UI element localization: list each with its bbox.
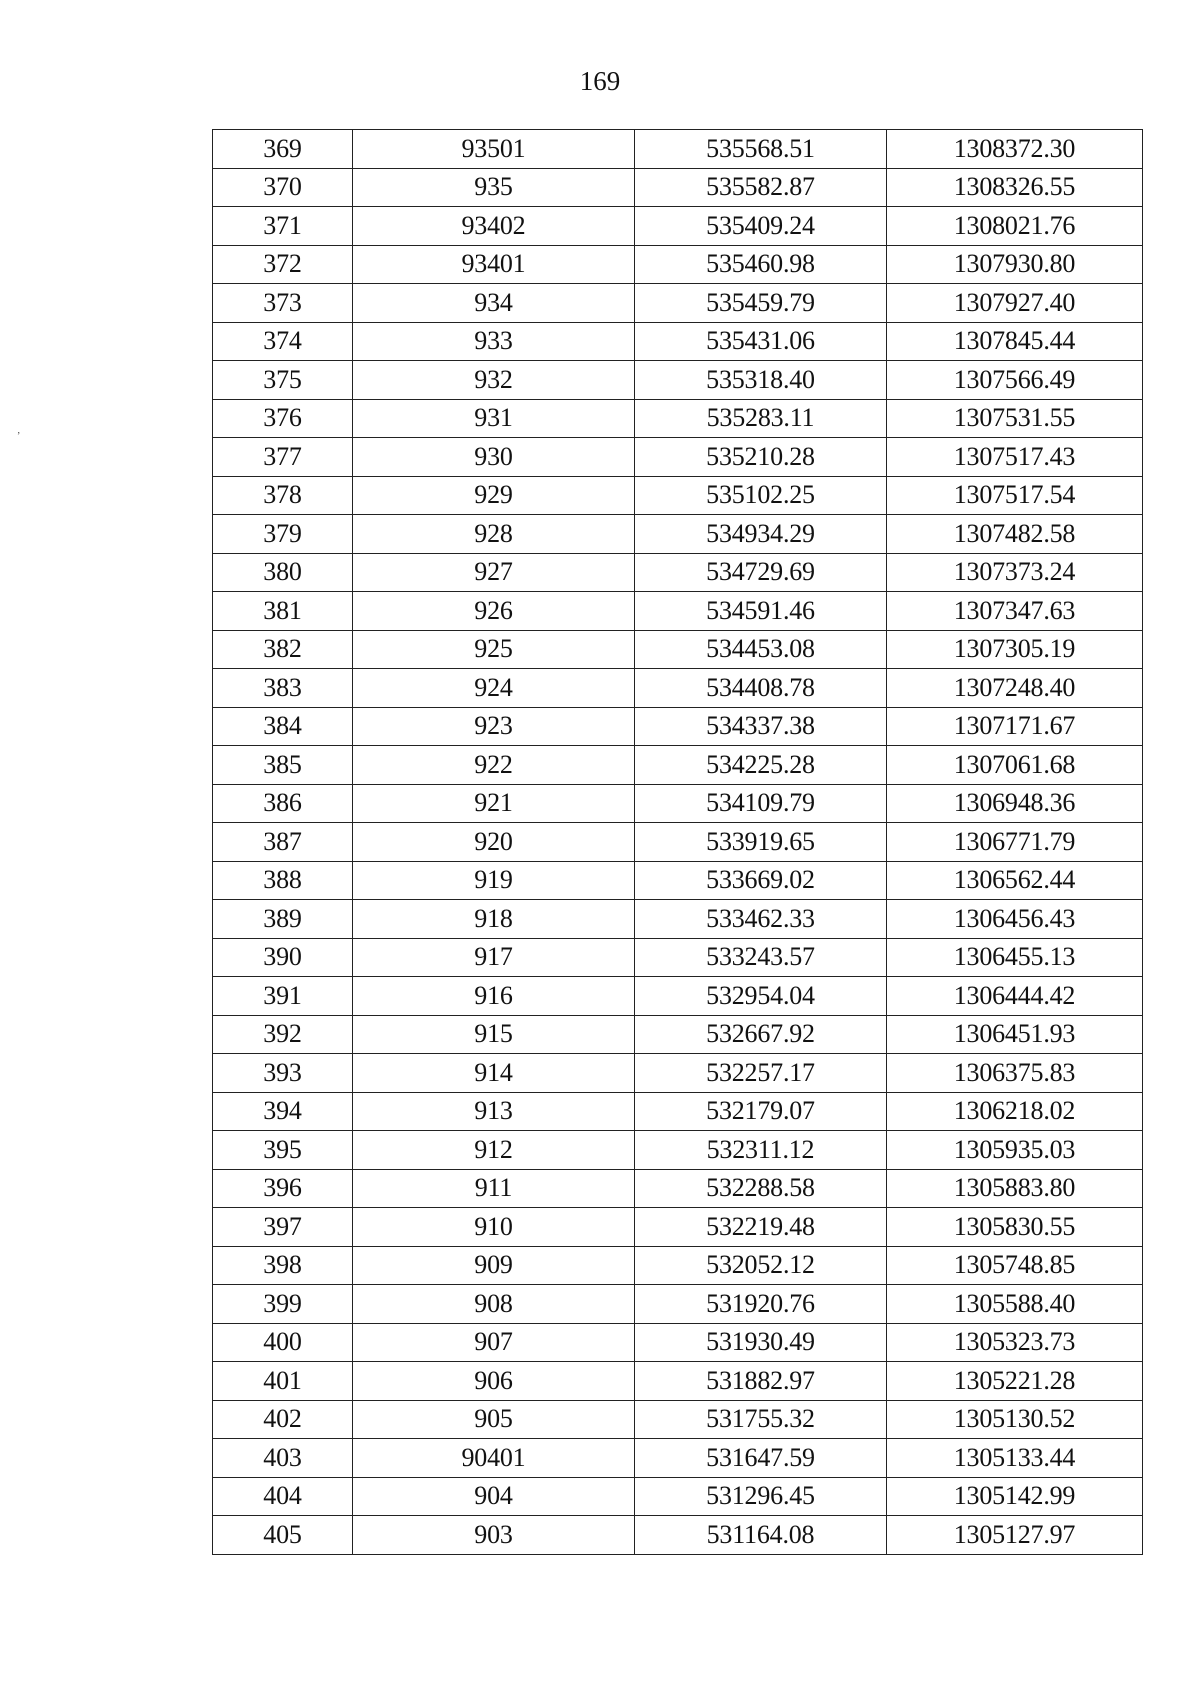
row-index-cell: 388 xyxy=(213,861,353,900)
point-id-cell: 93402 xyxy=(353,207,635,246)
table-row xyxy=(213,900,1143,939)
row-index-cell: 399 xyxy=(213,1285,353,1324)
table-row xyxy=(213,707,1143,746)
y-coordinate-cell: 1308326.55 xyxy=(887,168,1143,207)
table-row xyxy=(213,1516,1143,1555)
row-index-cell: 404 xyxy=(213,1477,353,1516)
point-id-cell: 928 xyxy=(353,515,635,554)
x-coordinate-cell: 531755.32 xyxy=(635,1400,887,1439)
row-index-cell: 393 xyxy=(213,1054,353,1093)
x-coordinate-cell: 533462.33 xyxy=(635,900,887,939)
point-id-cell: 93401 xyxy=(353,245,635,284)
y-coordinate-cell: 1306948.36 xyxy=(887,784,1143,823)
y-coordinate-cell: 1305221.28 xyxy=(887,1362,1143,1401)
y-coordinate-cell: 1307927.40 xyxy=(887,284,1143,323)
point-id-cell: 922 xyxy=(353,746,635,785)
row-index-cell: 390 xyxy=(213,938,353,977)
x-coordinate-cell: 532667.92 xyxy=(635,1015,887,1054)
y-coordinate-cell: 1305142.99 xyxy=(887,1477,1143,1516)
x-coordinate-cell: 535409.24 xyxy=(635,207,887,246)
table-row xyxy=(213,977,1143,1016)
x-coordinate-cell: 534225.28 xyxy=(635,746,887,785)
row-index-cell: 385 xyxy=(213,746,353,785)
point-id-cell: 919 xyxy=(353,861,635,900)
row-index-cell: 370 xyxy=(213,168,353,207)
row-index-cell: 398 xyxy=(213,1246,353,1285)
point-id-cell: 913 xyxy=(353,1092,635,1131)
table-row xyxy=(213,592,1143,631)
row-index-cell: 389 xyxy=(213,900,353,939)
y-coordinate-cell: 1306562.44 xyxy=(887,861,1143,900)
x-coordinate-cell: 534934.29 xyxy=(635,515,887,554)
y-coordinate-cell: 1305883.80 xyxy=(887,1169,1143,1208)
y-coordinate-cell: 1308372.30 xyxy=(887,130,1143,169)
table-row xyxy=(213,1246,1143,1285)
y-coordinate-cell: 1307373.24 xyxy=(887,553,1143,592)
point-id-cell: 921 xyxy=(353,784,635,823)
x-coordinate-cell: 533243.57 xyxy=(635,938,887,977)
table-row xyxy=(213,245,1143,284)
table-row xyxy=(213,1285,1143,1324)
row-index-cell: 377 xyxy=(213,438,353,477)
row-index-cell: 382 xyxy=(213,630,353,669)
row-index-cell: 381 xyxy=(213,592,353,631)
x-coordinate-cell: 535431.06 xyxy=(635,322,887,361)
x-coordinate-cell: 533919.65 xyxy=(635,823,887,862)
point-id-cell: 904 xyxy=(353,1477,635,1516)
x-coordinate-cell: 531647.59 xyxy=(635,1439,887,1478)
row-index-cell: 380 xyxy=(213,553,353,592)
y-coordinate-cell: 1307517.43 xyxy=(887,438,1143,477)
row-index-cell: 384 xyxy=(213,707,353,746)
x-coordinate-cell: 534591.46 xyxy=(635,592,887,631)
table-row xyxy=(213,861,1143,900)
point-id-cell: 914 xyxy=(353,1054,635,1093)
x-coordinate-cell: 535460.98 xyxy=(635,245,887,284)
y-coordinate-cell: 1305133.44 xyxy=(887,1439,1143,1478)
row-index-cell: 402 xyxy=(213,1400,353,1439)
y-coordinate-cell: 1307171.67 xyxy=(887,707,1143,746)
table-row xyxy=(213,553,1143,592)
x-coordinate-cell: 532052.12 xyxy=(635,1246,887,1285)
x-coordinate-cell: 533669.02 xyxy=(635,861,887,900)
point-id-cell: 907 xyxy=(353,1323,635,1362)
y-coordinate-cell: 1307482.58 xyxy=(887,515,1143,554)
row-index-cell: 373 xyxy=(213,284,353,323)
point-id-cell: 934 xyxy=(353,284,635,323)
y-coordinate-cell: 1306218.02 xyxy=(887,1092,1143,1131)
point-id-cell: 917 xyxy=(353,938,635,977)
y-coordinate-cell: 1307305.19 xyxy=(887,630,1143,669)
table-row xyxy=(213,284,1143,323)
y-coordinate-cell: 1305127.97 xyxy=(887,1516,1143,1555)
point-id-cell: 905 xyxy=(353,1400,635,1439)
row-index-cell: 396 xyxy=(213,1169,353,1208)
table-row xyxy=(213,1015,1143,1054)
table-row xyxy=(213,630,1143,669)
table-row xyxy=(213,1092,1143,1131)
point-id-cell: 929 xyxy=(353,476,635,515)
point-id-cell: 935 xyxy=(353,168,635,207)
row-index-cell: 391 xyxy=(213,977,353,1016)
table-row xyxy=(213,322,1143,361)
point-id-cell: 916 xyxy=(353,977,635,1016)
table-row xyxy=(213,1169,1143,1208)
point-id-cell: 911 xyxy=(353,1169,635,1208)
row-index-cell: 395 xyxy=(213,1131,353,1170)
row-index-cell: 401 xyxy=(213,1362,353,1401)
table-row xyxy=(213,1323,1143,1362)
x-coordinate-cell: 532954.04 xyxy=(635,977,887,1016)
table-row xyxy=(213,1362,1143,1401)
row-index-cell: 374 xyxy=(213,322,353,361)
table-row xyxy=(213,207,1143,246)
y-coordinate-cell: 1307248.40 xyxy=(887,669,1143,708)
y-coordinate-cell: 1307531.55 xyxy=(887,399,1143,438)
row-index-cell: 405 xyxy=(213,1516,353,1555)
point-id-cell: 908 xyxy=(353,1285,635,1324)
y-coordinate-cell: 1308021.76 xyxy=(887,207,1143,246)
y-coordinate-cell: 1305935.03 xyxy=(887,1131,1143,1170)
x-coordinate-cell: 534453.08 xyxy=(635,630,887,669)
point-id-cell: 90401 xyxy=(353,1439,635,1478)
x-coordinate-cell: 531164.08 xyxy=(635,1516,887,1555)
table-row xyxy=(213,399,1143,438)
x-coordinate-cell: 535210.28 xyxy=(635,438,887,477)
x-coordinate-cell: 531296.45 xyxy=(635,1477,887,1516)
table-row xyxy=(213,361,1143,400)
point-id-cell: 920 xyxy=(353,823,635,862)
x-coordinate-cell: 534729.69 xyxy=(635,553,887,592)
row-index-cell: 392 xyxy=(213,1015,353,1054)
y-coordinate-cell: 1307517.54 xyxy=(887,476,1143,515)
table-row xyxy=(213,1477,1143,1516)
x-coordinate-cell: 532257.17 xyxy=(635,1054,887,1093)
point-id-cell: 925 xyxy=(353,630,635,669)
table-row xyxy=(213,746,1143,785)
point-id-cell: 923 xyxy=(353,707,635,746)
x-coordinate-cell: 534337.38 xyxy=(635,707,887,746)
x-coordinate-cell: 531882.97 xyxy=(635,1362,887,1401)
row-index-cell: 383 xyxy=(213,669,353,708)
row-index-cell: 394 xyxy=(213,1092,353,1131)
table-row xyxy=(213,669,1143,708)
point-id-cell: 926 xyxy=(353,592,635,631)
x-coordinate-cell: 532311.12 xyxy=(635,1131,887,1170)
point-id-cell: 910 xyxy=(353,1208,635,1247)
point-id-cell: 915 xyxy=(353,1015,635,1054)
row-index-cell: 387 xyxy=(213,823,353,862)
row-index-cell: 400 xyxy=(213,1323,353,1362)
y-coordinate-cell: 1305588.40 xyxy=(887,1285,1143,1324)
table-row xyxy=(213,823,1143,862)
x-coordinate-cell: 535102.25 xyxy=(635,476,887,515)
y-coordinate-cell: 1307845.44 xyxy=(887,322,1143,361)
x-coordinate-cell: 535283.11 xyxy=(635,399,887,438)
x-coordinate-cell: 531930.49 xyxy=(635,1323,887,1362)
point-id-cell: 903 xyxy=(353,1516,635,1555)
row-index-cell: 378 xyxy=(213,476,353,515)
table-row xyxy=(213,938,1143,977)
row-index-cell: 397 xyxy=(213,1208,353,1247)
point-id-cell: 927 xyxy=(353,553,635,592)
x-coordinate-cell: 532288.58 xyxy=(635,1169,887,1208)
row-index-cell: 372 xyxy=(213,245,353,284)
y-coordinate-cell: 1306375.83 xyxy=(887,1054,1143,1093)
stray-mark: ’ xyxy=(17,431,21,442)
x-coordinate-cell: 535568.51 xyxy=(635,130,887,169)
y-coordinate-cell: 1307061.68 xyxy=(887,746,1143,785)
y-coordinate-cell: 1307930.80 xyxy=(887,245,1143,284)
point-id-cell: 930 xyxy=(353,438,635,477)
point-id-cell: 918 xyxy=(353,900,635,939)
page-number: 169 xyxy=(579,66,621,96)
table-row xyxy=(213,515,1143,554)
table-row xyxy=(213,438,1143,477)
y-coordinate-cell: 1305130.52 xyxy=(887,1400,1143,1439)
x-coordinate-cell: 534408.78 xyxy=(635,669,887,708)
x-coordinate-cell: 534109.79 xyxy=(635,784,887,823)
point-id-cell: 909 xyxy=(353,1246,635,1285)
y-coordinate-cell: 1306455.13 xyxy=(887,938,1143,977)
y-coordinate-cell: 1306451.93 xyxy=(887,1015,1143,1054)
y-coordinate-cell: 1306456.43 xyxy=(887,900,1143,939)
table-row xyxy=(213,476,1143,515)
point-id-cell: 924 xyxy=(353,669,635,708)
y-coordinate-cell: 1305830.55 xyxy=(887,1208,1143,1247)
table-row xyxy=(213,1400,1143,1439)
table-body xyxy=(213,130,1143,1555)
y-coordinate-cell: 1307566.49 xyxy=(887,361,1143,400)
y-coordinate-cell: 1305323.73 xyxy=(887,1323,1143,1362)
x-coordinate-cell: 532179.07 xyxy=(635,1092,887,1131)
point-id-cell: 912 xyxy=(353,1131,635,1170)
table-row xyxy=(213,168,1143,207)
table-row xyxy=(213,1054,1143,1093)
x-coordinate-cell: 531920.76 xyxy=(635,1285,887,1324)
table-row xyxy=(213,1439,1143,1478)
row-index-cell: 386 xyxy=(213,784,353,823)
table-row xyxy=(213,784,1143,823)
table-row xyxy=(213,130,1143,169)
x-coordinate-cell: 535582.87 xyxy=(635,168,887,207)
y-coordinate-cell: 1307347.63 xyxy=(887,592,1143,631)
point-id-cell: 933 xyxy=(353,322,635,361)
y-coordinate-cell: 1305748.85 xyxy=(887,1246,1143,1285)
x-coordinate-cell: 535318.40 xyxy=(635,361,887,400)
y-coordinate-cell: 1306771.79 xyxy=(887,823,1143,862)
x-coordinate-cell: 532219.48 xyxy=(635,1208,887,1247)
row-index-cell: 403 xyxy=(213,1439,353,1478)
point-id-cell: 931 xyxy=(353,399,635,438)
row-index-cell: 369 xyxy=(213,130,353,169)
coordinates-table xyxy=(212,129,1143,1555)
y-coordinate-cell: 1306444.42 xyxy=(887,977,1143,1016)
table-row xyxy=(213,1131,1143,1170)
point-id-cell: 93501 xyxy=(353,130,635,169)
row-index-cell: 375 xyxy=(213,361,353,400)
row-index-cell: 379 xyxy=(213,515,353,554)
row-index-cell: 371 xyxy=(213,207,353,246)
point-id-cell: 906 xyxy=(353,1362,635,1401)
x-coordinate-cell: 535459.79 xyxy=(635,284,887,323)
table-row xyxy=(213,1208,1143,1247)
point-id-cell: 932 xyxy=(353,361,635,400)
row-index-cell: 376 xyxy=(213,399,353,438)
